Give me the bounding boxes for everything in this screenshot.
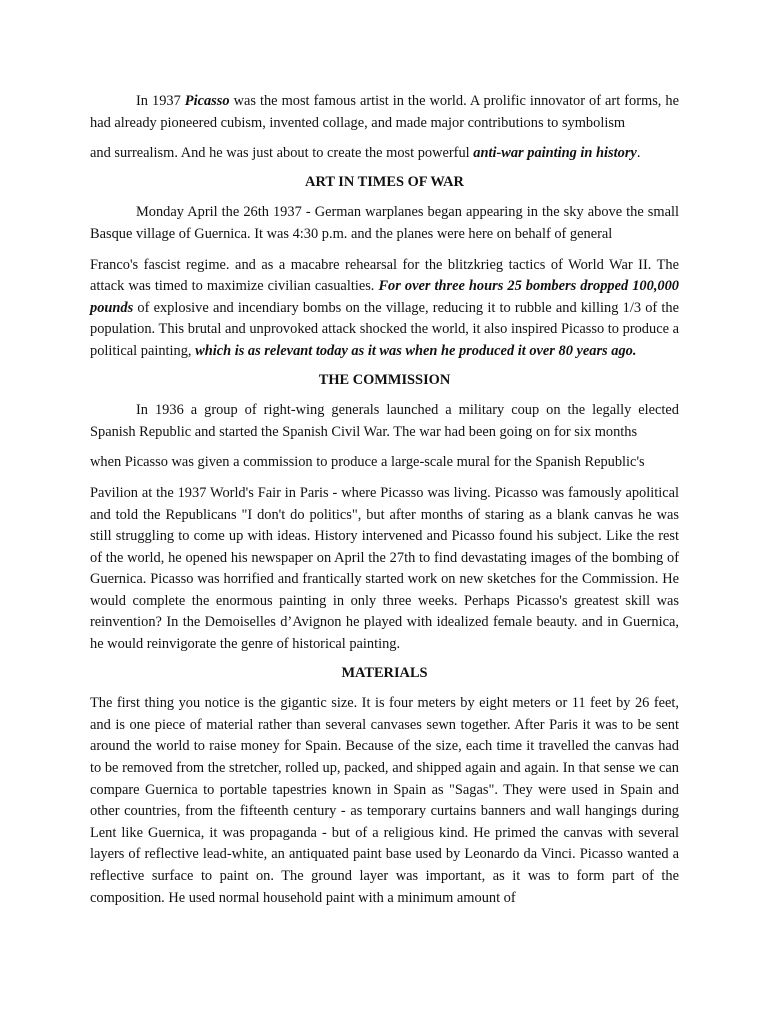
- paragraph-materials: The first thing you notice is the gigantic size. It is four meters by eight meters or 11 feet by 26 feet, and is one piece of material rather than several canvases sewn together. After Paris it was to be sent around the world to raise money for Spain. Because of the size, each time it travelled the canvas had to be removed from the stretcher, rolled up, packed, and shipped again and again. In that sense we can compare Guernica to portable tapestries known in Spain as "Sagas". They were used in Spain and other countries, from the fifteenth century - as temporary curtains banners and wall hangings during Lent like Guernica, it was propaganda - but of a religious kind. He primed the canvas with several layers of reflective lead-white, an antiquated paint base used by Leonardo da Vinci. Picasso wanted a reflective surface to paint on. The ground layer was important, as it was to form part of the composition. He used normal household paint with a minimum amount of: [90, 695, 679, 906]
- paragraph-guernica-attack: Monday April the 26th 1937 - German warplanes began appearing in the sky above the small Basque village of Guernica. It was 4:30 p.m. and the planes were here on behalf of general: [90, 204, 679, 242]
- paragraph-guernica-attack-continued: [90, 255, 679, 363]
- section-heading-the-commission: THE COMMISSION: [318, 371, 451, 388]
- paragraph-intro-continued: [90, 143, 679, 165]
- picasso-emphasis: Picasso: [184, 93, 230, 109]
- document-body: [90, 91, 679, 909]
- anti-war-emphasis: anti-war painting in history: [473, 145, 637, 162]
- paragraph-commission-continued: Pavilion at the 1937 World's Fair in Paris - where Picasso was living. Picasso was famously apolitical and told the Republicans "I don't do politics", but after months of staring as a blank canvas he was still struggling to come up with ideas. History intervened and Picasso found his subject. Like the rest of the world, he opened his newspaper on April the 27th to find devastating images of the bombing of Guernica. Picasso was horrified and frantically started work on new sketches for the Commission. He would complete the enormous painting in only three weeks. Perhaps Picasso's greatest skill was reinvention? In the Demoiselles d’Avignon he played with idealized female beauty. and in Guernica, he would reinvigorate the genre of historical painting.: [90, 484, 679, 653]
- intro-text-middle: was the most famous artist in the world. A prolific innovator of art forms, he had already pioneered cubism, invented collage, and made major contributions to symbolism: [90, 93, 679, 131]
- bombers-emphasis: For over three hours 25 bombers dropped 100,000 pounds: [90, 278, 679, 316]
- paragraph-commission: In 1936 a group of right-wing generals launched a military coup on the legally elected Spanish Republic and started the Spanish Civil War. The war had been going on for six months: [90, 402, 679, 440]
- paragraph-intro: [90, 91, 679, 134]
- intro-text-start: In 1937: [136, 93, 185, 109]
- attack-text-middle: of explosive and incendiary bombs on the village, reducing it to rubble and killing 1/3 of the population. This brutal and unprovoked attack shocked the world, it also inspired Picasso to produce a political painting,: [90, 299, 679, 359]
- intro-text-period: .: [636, 145, 641, 162]
- paragraph-commission-line: when Picasso was given a commission to produce a large-scale mural for the Spanish Republic's: [90, 454, 645, 471]
- section-heading-art-in-times-of-war: ART IN TIMES OF WAR: [305, 173, 464, 190]
- section-heading-materials: MATERIALS: [341, 664, 428, 681]
- intro-text-end: and surrealism. And he was just about to create the most powerful: [90, 145, 474, 162]
- relevance-emphasis: which is as relevant today as it was when he produced it over 80 years ago.: [195, 342, 637, 359]
- attack-text-start: Franco's fascist regime. and as a macabre rehearsal for the blitzkrieg tactics of World War II. The attack was timed to maximize civilian casualties.: [90, 256, 679, 295]
